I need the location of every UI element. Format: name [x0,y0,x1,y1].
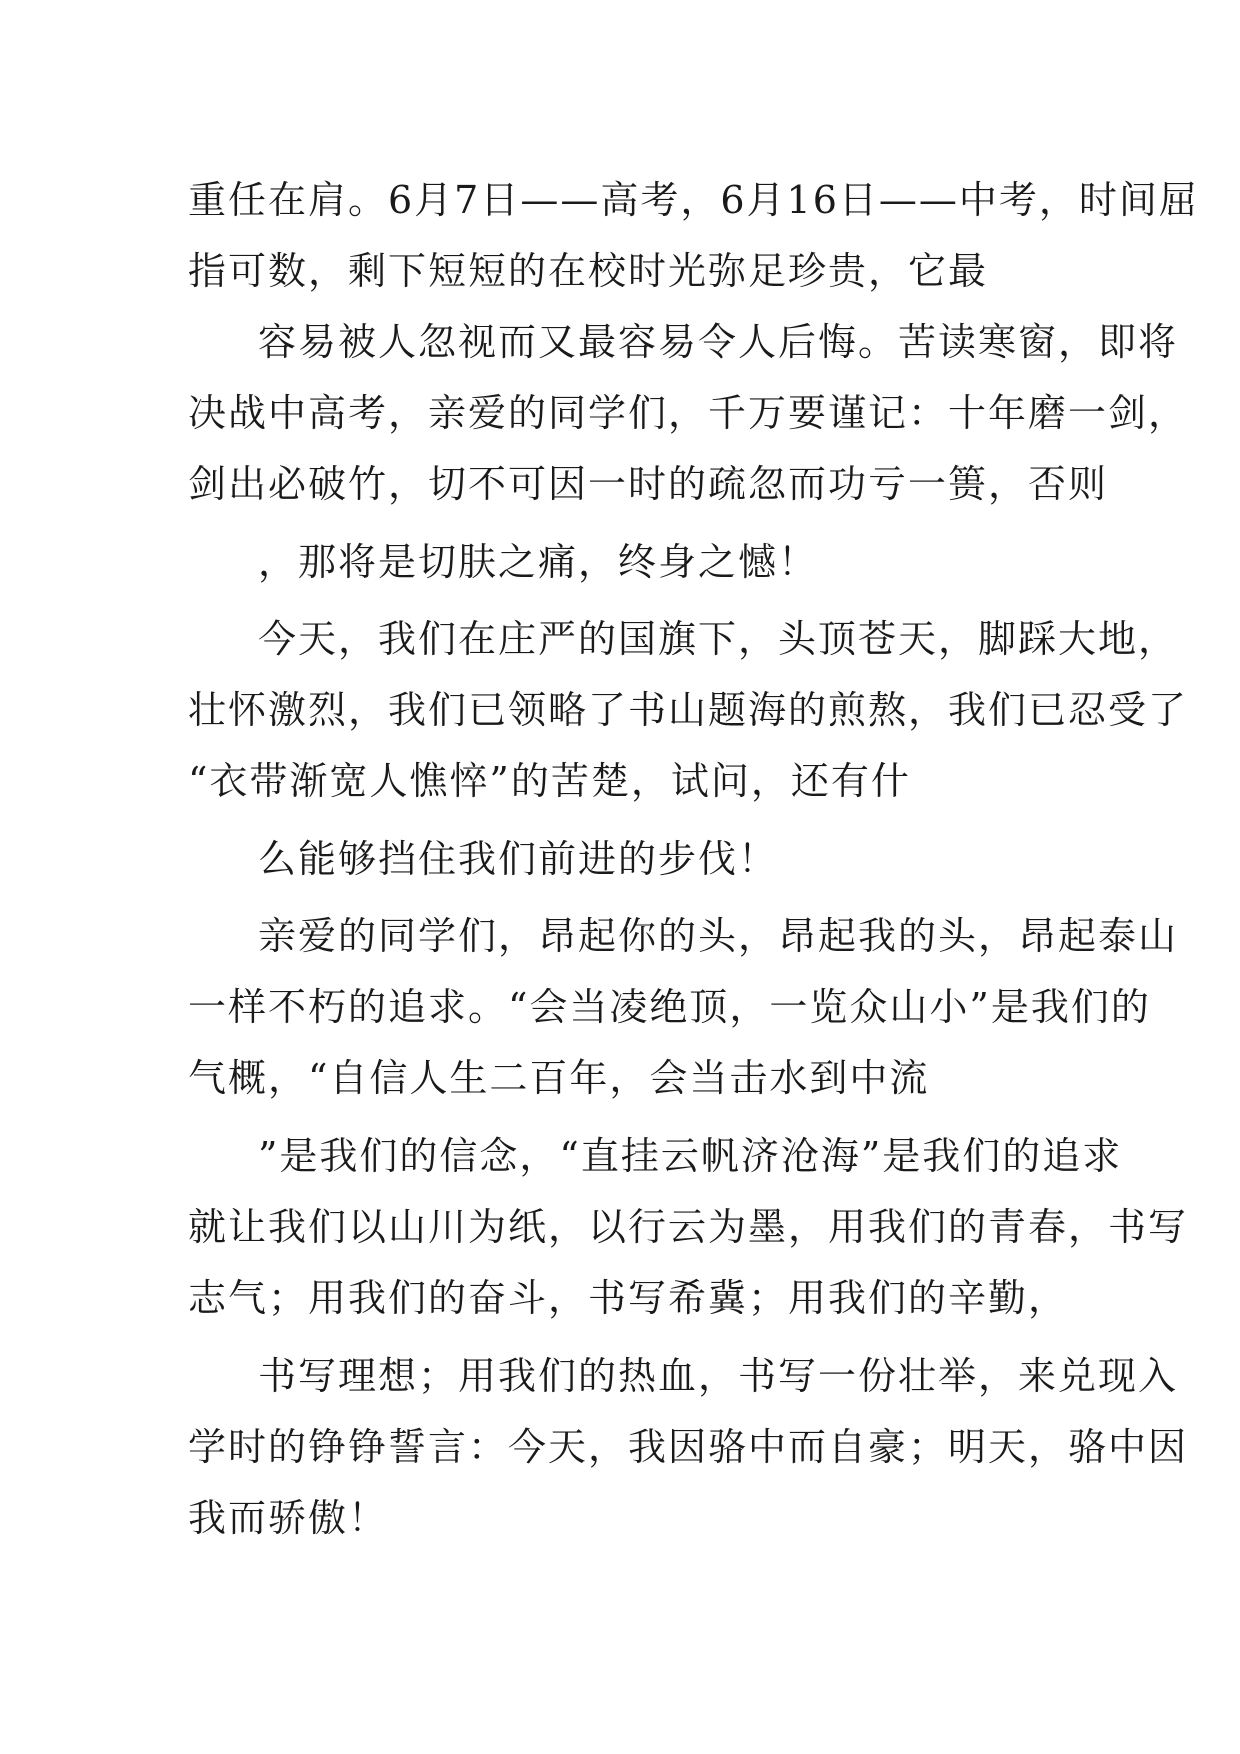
text-line: 气概，“自信人生二百年，会当击水到中流 [188,1056,930,1100]
text-line: 亲爱的同学们，昂起你的头，昂起我的头，昂起泰山 [258,914,1179,958]
text-line: 今天，我们在庄严的国旗下，头顶苍天，脚踩大地， [258,617,1179,661]
text-line: 就让我们以山川为纸，以行云为墨，用我们的青春，书写 [188,1205,1189,1249]
text-line: ”是我们的信念，“直挂云帆济沧海”是我们的追求 [258,1134,1123,1178]
text-line: ，那将是切肤之痛，终身之憾！ [258,540,819,584]
text-line: 么能够挡住我们前进的步伐！ [258,837,779,881]
text-line: 学时的铮铮誓言：今天，我因骆中而自豪；明天，骆中因 [188,1425,1189,1469]
text-line: “衣带渐宽人憔悴”的苦楚，试问，还有什 [188,759,911,803]
text-line: 志气；用我们的奋斗，书写希冀；用我们的辛勤， [188,1276,1069,1320]
text-line: 我而骄傲！ [188,1496,389,1540]
text-line: 重任在肩。6月7日——高考，6月16日——中考，时间屈 [188,178,1199,222]
text-line: 指可数，剩下短短的在校时光弥足珍贵，它最 [188,249,989,293]
text-line: 剑出必破竹，切不可因一时的疏忽而功亏一篑，否则 [188,462,1109,506]
text-line: 壮怀激烈，我们已领略了书山题海的煎熬，我们已忍受了 [188,688,1189,732]
text-line: 容易被人忽视而又最容易令人后悔。苦读寒窗，即将 [258,320,1179,364]
text-line: 书写理想；用我们的热血，书写一份壮举，来兑现入 [258,1354,1179,1398]
text-line: 决战中高考，亲爱的同学们，千万要谨记：十年磨一剑， [188,391,1189,435]
text-line: 一样不朽的追求。“会当凌绝顶，一览众山小”是我们的 [188,985,1151,1029]
